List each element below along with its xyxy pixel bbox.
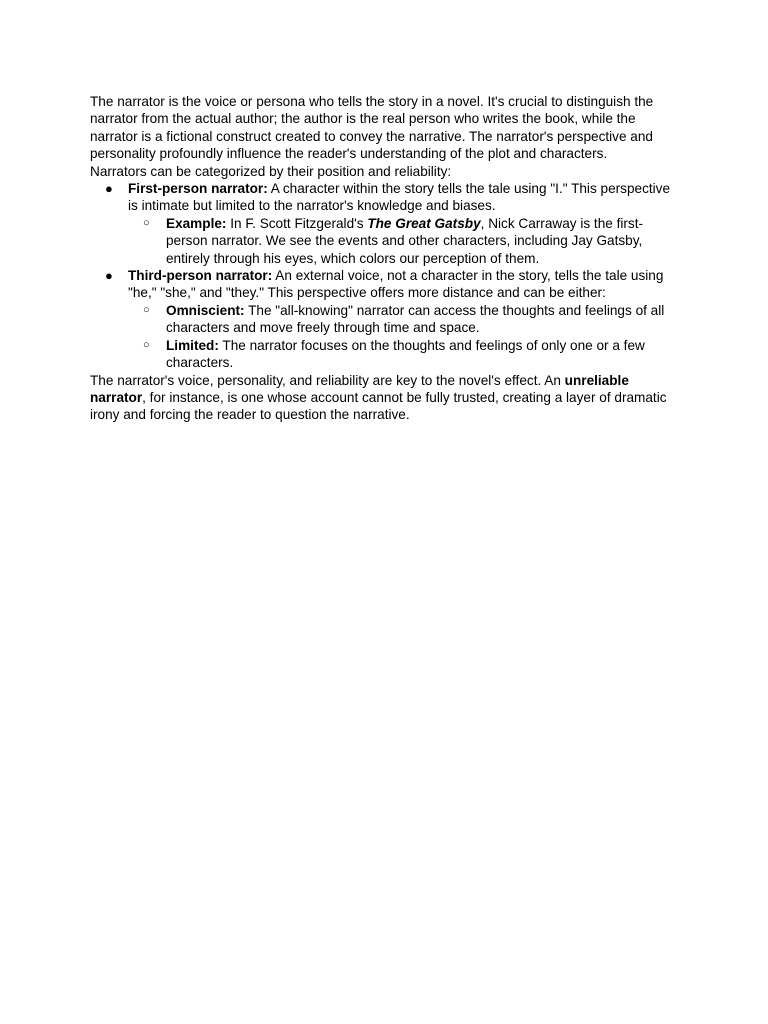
example-text-after: , Nick Carraway is the first-person narrator. We see the events and other characters, including Jay Gatsby, entirely through his eyes, which colors our perception of them. bbox=[166, 215, 644, 266]
closing-text-after: , for instance, is one whose account cannot be fully trusted, creating a layer of dramatic irony and forcing the reader to question the narrative. bbox=[90, 389, 667, 423]
first-person-sublist bbox=[128, 215, 682, 267]
first-person-description: A character within the story tells the tale using "I." This perspective is intimate but limited to the narrator's knowledge and biases. bbox=[128, 181, 671, 214]
unreliable-narrator-term: unreliable narrator bbox=[90, 372, 629, 405]
list-item-third-person bbox=[90, 267, 682, 371]
limited-description: The narrator focuses on the thoughts and feelings of only one or a few characters. bbox=[166, 337, 645, 371]
list-item-example bbox=[128, 215, 682, 267]
closing-text-before: The narrator's voice, personality, and reliability are key to the novel's effect. An bbox=[90, 372, 565, 388]
list-item-omniscient bbox=[128, 302, 682, 337]
third-person-sublist bbox=[128, 302, 682, 372]
book-title: The Great Gatsby bbox=[367, 215, 481, 231]
hollow-bullet-icon: ○ bbox=[143, 338, 150, 351]
intro-paragraph: The narrator is the voice or persona who tells the story in a novel. It's crucial to distinguish the narrator from the actual author; the author is the real person who writes the book, while the narrator is a fictional construct created to convey the narrative. The narrator's perspective and personality profoundly influence the reader's understanding of the plot and characters. bbox=[90, 94, 654, 162]
document-body bbox=[90, 93, 682, 424]
first-person-term: First-person narrator: bbox=[128, 181, 268, 197]
omniscient-description: The "all-knowing" narrator can access the thoughts and feelings of all characters and move freely through time and space. bbox=[166, 302, 665, 336]
hollow-bullet-icon: ○ bbox=[143, 216, 150, 229]
hollow-bullet-icon: ○ bbox=[143, 303, 150, 316]
omniscient-term: Omniscient: bbox=[166, 302, 245, 318]
closing-paragraph bbox=[90, 372, 682, 424]
limited-term: Limited: bbox=[166, 337, 219, 353]
list-item-limited bbox=[128, 337, 682, 372]
example-term: Example: bbox=[166, 215, 227, 231]
bullet-icon: ● bbox=[105, 268, 113, 284]
bullet-icon: ● bbox=[105, 181, 113, 197]
narrator-types-list bbox=[90, 180, 682, 371]
third-person-description: An external voice, not a character in the story, tells the tale using "he," "she," and "they." This perspective offers more distance and can be either: bbox=[128, 268, 664, 301]
list-item-first-person bbox=[90, 180, 682, 267]
example-text-before: In F. Scott Fitzgerald's bbox=[226, 215, 368, 231]
third-person-term: Third-person narrator: bbox=[128, 268, 273, 284]
categories-intro: Narrators can be categorized by their position and reliability: bbox=[90, 163, 452, 179]
